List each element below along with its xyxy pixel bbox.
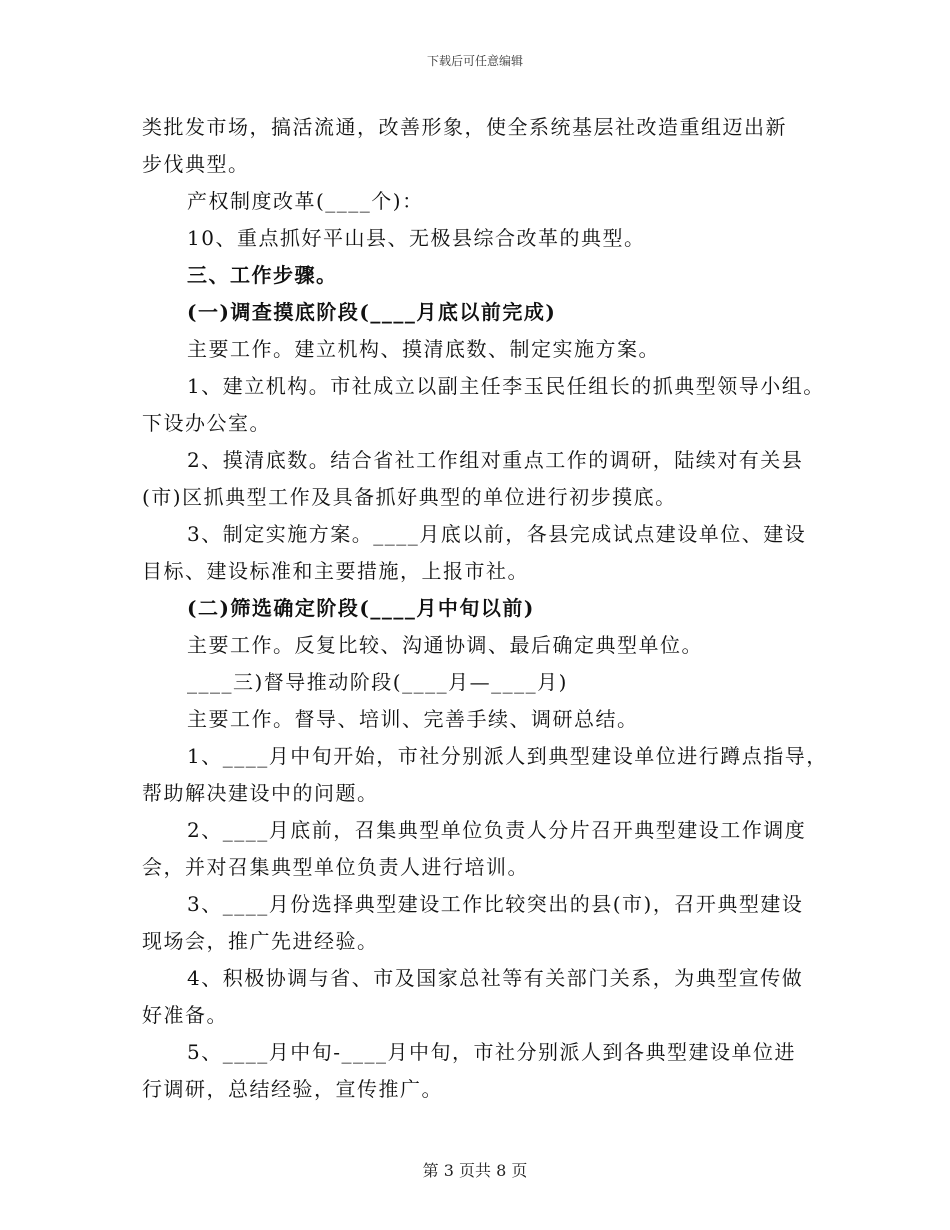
paragraph-line: 主要工作。建立机构、摸清底数、制定实施方案。: [187, 337, 660, 361]
page-number: 第 3 页共 8 页: [422, 1161, 528, 1180]
paragraph-line: 步伐典型。: [142, 152, 250, 176]
paragraph-line: 主要工作。反复比较、沟通协调、最后确定典型单位。: [187, 633, 703, 657]
paragraph-line: 3、制定实施方案。____月底以前，各县完成试点建设单位、建设: [187, 522, 807, 546]
paragraph-line: 下设办公室。: [142, 411, 271, 435]
paragraph-line: 10、重点抓好平山县、无极县综合改革的典型。: [187, 226, 646, 250]
paragraph-line: 1、____月中旬开始，市社分别派人到典型建设单位进行蹲点指导，: [187, 744, 828, 768]
paragraph-line: 5、____月中旬-____月中旬，市社分别派人到各典型建设单位进: [187, 1040, 796, 1064]
paragraph-line: 目标、建设标准和主要措施，上报市社。: [142, 559, 529, 583]
paragraph-line: (市)区抓典型工作及具备抓好典型的单位进行初步摸底。: [142, 485, 677, 509]
paragraph-line: 产权制度改革(____个)：: [187, 189, 424, 213]
subsection-heading: (二)筛选确定阶段(____月中旬以前): [187, 596, 535, 620]
paragraph-line: 1、建立机构。市社成立以副主任李玉民任组长的抓典型领导小组。: [187, 374, 825, 398]
paragraph-line: 好准备。: [142, 1003, 228, 1027]
paragraph-line: ____三)督导推动阶段(____月—____月): [187, 670, 568, 694]
paragraph-line: 2、____月底前，召集典型单位负责人分片召开典型建设工作调度: [187, 818, 807, 842]
paragraph-line: 类批发市场，搞活流通，改善形象，使全系统基层社改造重组迈出新: [142, 115, 787, 139]
paragraph-line: 3、____月份选择典型建设工作比较突出的县(市)，召开典型建设: [187, 892, 804, 916]
paragraph-line: 帮助解决建设中的问题。: [142, 781, 379, 805]
page-header: 下载后可任意编辑: [426, 54, 523, 68]
paragraph-line: 行调研，总结经验，宣传推广。: [142, 1077, 443, 1101]
paragraph-line: 主要工作。督导、培训、完善手续、调研总结。: [187, 707, 639, 731]
paragraph-line: 4、积极协调与省、市及国家总社等有关部门关系，为典型宣传做: [187, 966, 804, 990]
paragraph-line: 现场会，推广先进经验。: [142, 929, 379, 953]
paragraph-line: 会，并对召集典型单位负责人进行培训。: [142, 855, 529, 879]
subsection-heading: (一)调查摸底阶段(____月底以前完成): [187, 300, 557, 324]
section-heading: 三、工作步骤。: [187, 263, 338, 287]
paragraph-line: 2、摸清底数。结合省社工作组对重点工作的调研，陆续对有关县: [187, 448, 804, 472]
